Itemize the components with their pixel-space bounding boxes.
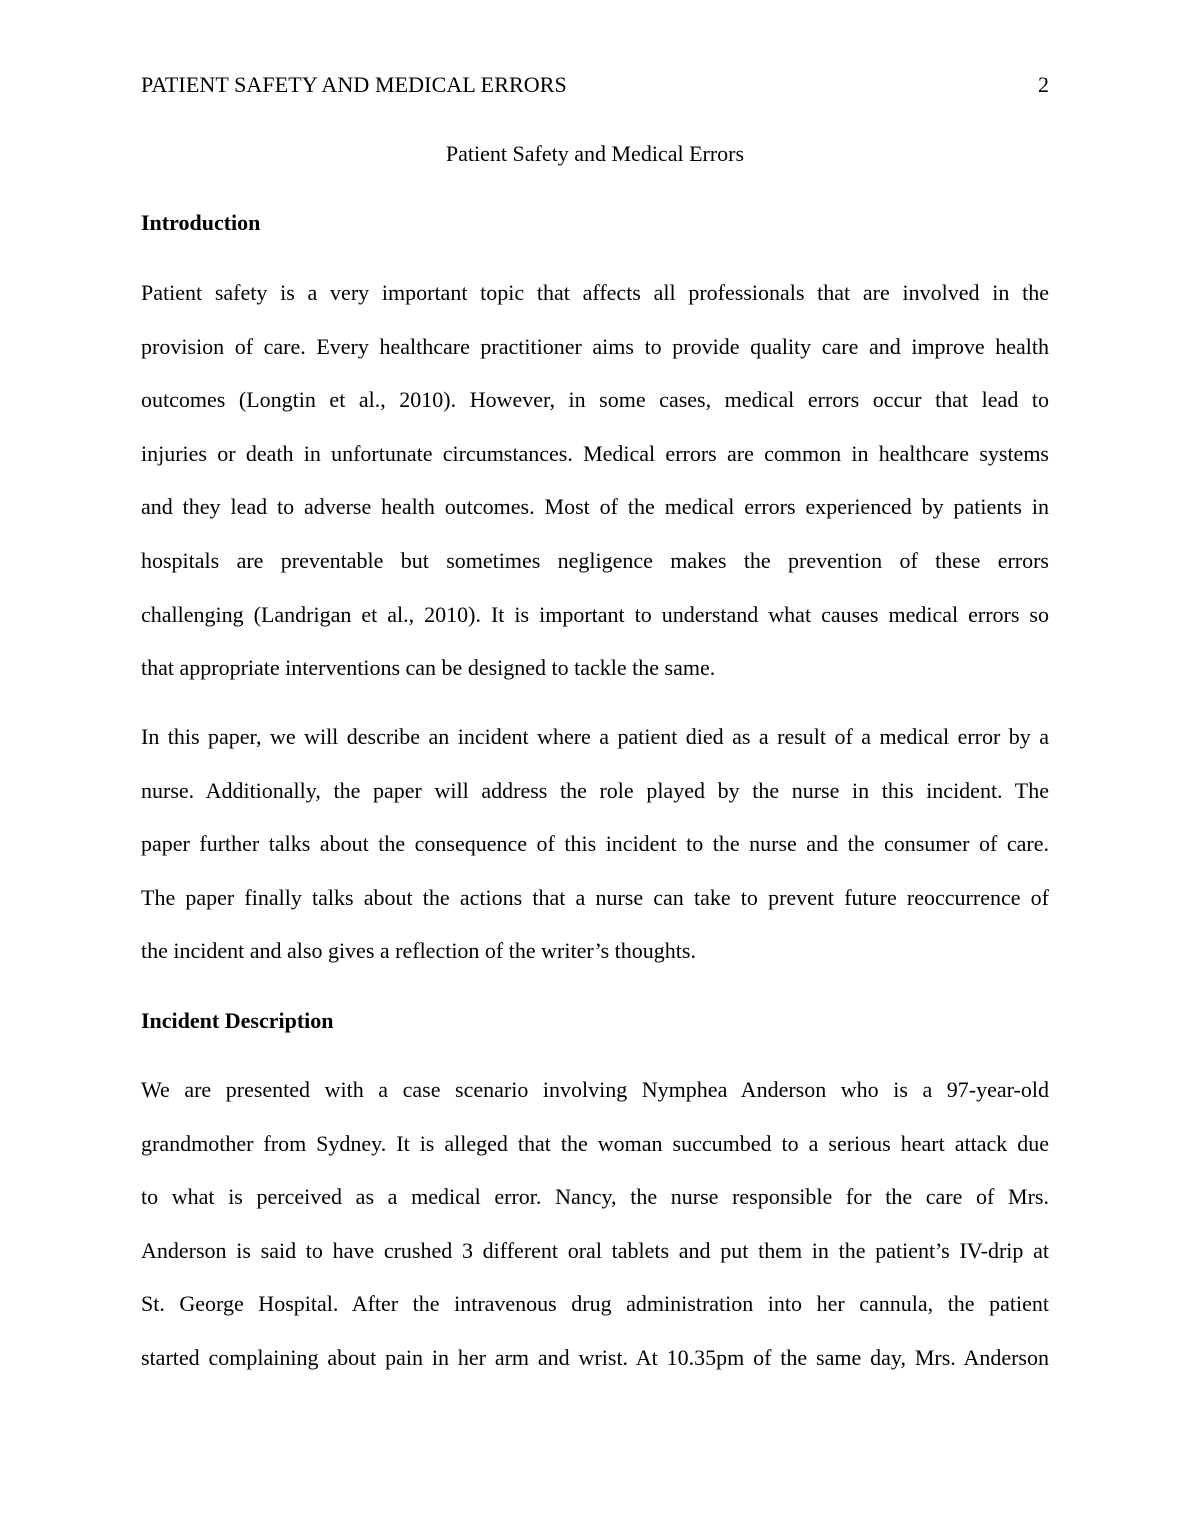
text-line: Anderson is said to have crushed 3 different oral tablets and put them in the patient’s IV-drip at — [141, 1237, 1049, 1263]
text-line: paper further talks about the consequence of this incident to the nurse and the consumer of care. — [141, 831, 1049, 857]
section-heading-introduction: Introduction — [141, 210, 261, 235]
running-head-title: PATIENT SAFETY AND MEDICAL ERRORS — [141, 72, 567, 97]
text-line: We are presented with a case scenario involving Nymphea Anderson who is a 97-year-old — [141, 1077, 1049, 1102]
text-line: provision of care. Every healthcare practitioner aims to provide quality care and improve health — [141, 333, 1049, 359]
document-title: Patient Safety and Medical Errors — [445, 141, 745, 166]
text-line: hospitals are preventable but sometimes negligence makes the prevention of these errors — [141, 547, 1049, 573]
text-line: the incident and also gives a reflection of the writer’s thoughts. — [141, 938, 696, 964]
page-number: 2 — [1038, 72, 1049, 97]
text-line: St. George Hospital. After the intravenous drug administration into her cannula, the patient — [141, 1291, 1049, 1317]
running-header — [141, 70, 1049, 100]
text-line: started complaining about pain in her arm and wrist. At 10.35pm of the same day, Mrs. Anderson — [141, 1344, 1049, 1370]
paragraph-intro-1 — [141, 278, 1049, 707]
text-line: nurse. Additionally, the paper will address the role played by the nurse in this incident. The — [141, 777, 1049, 803]
text-line: In this paper, we will describe an incident where a patient died as a result of a medical error by a — [141, 724, 1049, 749]
text-line: The paper finally talks about the actions that a nurse can take to prevent future reoccurrence of — [141, 884, 1049, 910]
text-line: injuries or death in unfortunate circumstances. Medical errors are common in healthcare systems — [141, 440, 1049, 466]
text-line: grandmother from Sydney. It is alleged that the woman succumbed to a serious heart attack due — [141, 1130, 1049, 1156]
text-line: to what is perceived as a medical error. Nancy, the nurse responsible for the care of Mrs. — [141, 1184, 1049, 1210]
text-line: outcomes (Longtin et al., 2010). However, in some cases, medical errors occur that lead to — [141, 387, 1049, 413]
text-line: and they lead to adverse health outcomes. Most of the medical errors experienced by patients in — [141, 494, 1049, 520]
text-line: challenging (Landrigan et al., 2010). It is important to understand what causes medical errors so — [141, 601, 1049, 627]
paragraph-incident-1 — [141, 1075, 1049, 1397]
section-heading-incident-description: Incident Description — [141, 1008, 334, 1033]
text-line: Patient safety is a very important topic that affects all professionals that are involved in the — [141, 280, 1049, 305]
paragraph-intro-2 — [141, 722, 1049, 990]
text-line: that appropriate interventions can be designed to tackle the same. — [141, 655, 716, 681]
